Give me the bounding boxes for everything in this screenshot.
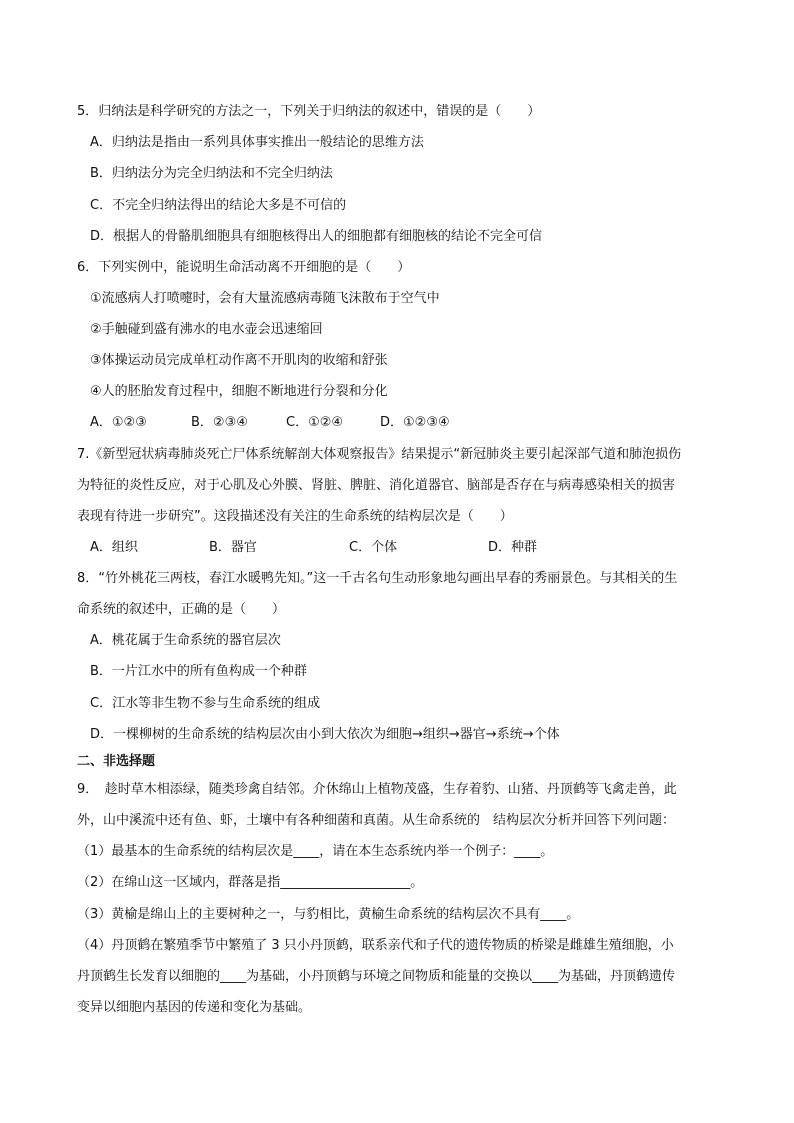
q6-option-b: B．②③④: [191, 415, 248, 430]
q7-option-b: B．器官: [209, 540, 257, 555]
q6-option-c: C．①②④: [286, 415, 344, 430]
q6-option-d: D．①②③④: [380, 415, 450, 430]
q6-statement-3: ③体操运动员完成单杠动作离不开肌肉的收缩和舒张: [90, 353, 388, 368]
q7-option-d: D．种群: [488, 540, 538, 555]
q8-line-1: 8．“竹外桃花三两枝，春江水暖鸭先知。”这一千古名句生动形象地勾画出早春的秀丽景色。与其相关的生: [77, 571, 678, 586]
q6-option-a: A．①②③: [90, 415, 147, 430]
q7-line-3: 表现有待进一步研究”。这段描述没有关注的生命系统的结构层次是（ ）: [77, 509, 513, 524]
q9-part-4-line-1: （4）丹顶鹤在繁殖季节中繁殖了 3 只小丹顶鹤，联系亲代和子代的遗传物质的桥梁是雌雄生殖细胞，小: [77, 938, 674, 953]
q7-option-c: C．个体: [349, 540, 398, 555]
q7-line-1: 7.《新型冠状病毒肺炎死亡尸体系统解剖大体观察报告》结果提示“新冠肺炎主要引起深部气道和肺泡损伤: [77, 447, 682, 462]
q9-part-3: （3）黄榆是绵山上的主要树种之一，与豹相比，黄榆生命系统的结构层次不具有____。: [77, 907, 580, 922]
q6-statement-2: ②手触碰到盛有沸水的电水壶会迅速缩回: [90, 322, 323, 337]
q6-stem: 6．下列实例中，能说明生命活动离不开细胞的是（ ）: [77, 260, 411, 275]
q9-part-1: （1）最基本的生命系统的结构层次是____，请在本生态系统内举一个例子：____。: [77, 844, 554, 859]
q9-part-4-line-3: 变异以细胞内基因的传递和变化为基础。: [77, 1000, 312, 1015]
q8-line-2: 命系统的叙述中，正确的是（ ）: [77, 602, 286, 617]
q6-statement-4: ④人的胚胎发育过程中，细胞不断地进行分裂和分化: [90, 384, 388, 399]
q8-option-d: D．一棵柳树的生命系统的结构层次由小到大依次为细胞→组织→器官→系统→个体: [90, 727, 560, 742]
q9-part-4-line-2: 丹顶鹤生长发育以细胞的____为基础，小丹顶鹤与环境之间物质和能量的交换以____为基础，丹顶鹤遗传: [77, 969, 676, 984]
q6-statement-1: ①流感病人打喷嚏时，会有大量流感病毒随飞沫散布于空气中: [90, 291, 440, 306]
q5-option-d: D．根据人的骨骼肌细胞具有细胞核得出人的细胞都有细胞核的结论不完全可信: [90, 229, 543, 244]
q5-stem: 5．归纳法是科学研究的方法之一，下列关于归纳法的叙述中，错误的是（ ）: [77, 104, 541, 119]
q7-option-a: A．组织: [90, 540, 138, 555]
q9-part-2: （2）在绵山这一区域内，群落是指____________________。: [77, 875, 424, 890]
section-heading: 二、非选择题: [77, 754, 156, 769]
q9-line-1: 9． 趁时草木相添绿，随类珍禽自结邻。介休绵山上植物茂盛，生存着豹、山猪、丹顶鹤等飞禽走兽，此: [77, 782, 677, 797]
q5-option-b: B．归纳法分为完全归纳法和不完全归纳法: [90, 166, 333, 181]
q8-option-a: A．桃花属于生命系统的器官层次: [90, 633, 281, 648]
q8-option-b: B．一片江水中的所有鱼构成一个种群: [90, 664, 307, 679]
q8-option-c: C．江水等非生物不参与生命系统的组成: [90, 696, 321, 711]
q5-option-c: C．不完全归纳法得出的结论大多是不可信的: [90, 198, 347, 213]
q7-line-2: 为特征的炎性反应，对于心肌及心外膜、肾脏、脾脏、消化道器官、脑部是否存在与病毒感染相关的损害: [77, 478, 676, 493]
q9-line-2: 外，山中溪流中还有鱼、虾，土壤中有各种细菌和真菌。从生命系统的 结构层次分析并回答下列问题：: [77, 813, 676, 828]
q5-option-a: A．归纳法是指由一系列具体事实推出一般结论的思维方法: [90, 135, 424, 150]
